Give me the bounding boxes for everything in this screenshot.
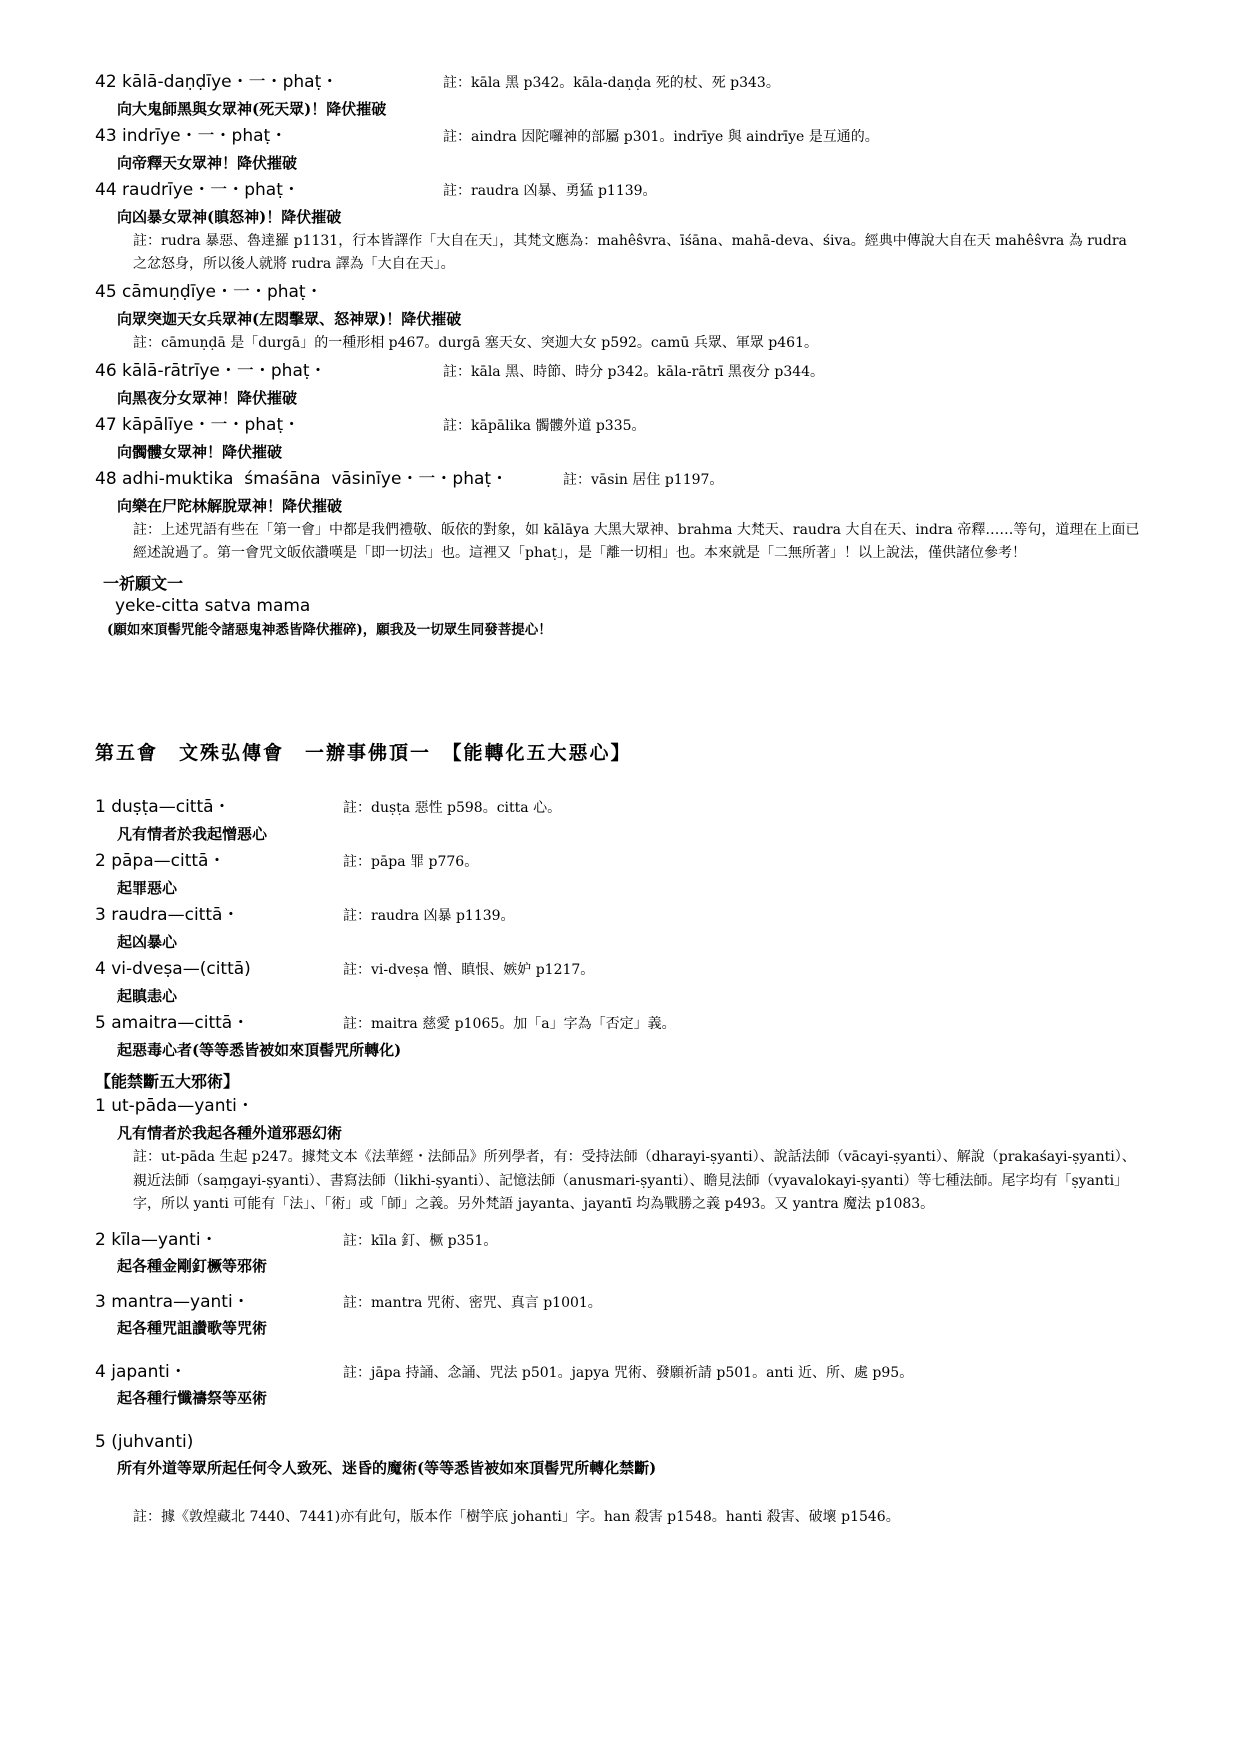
- entry-5-4: [95, 957, 1145, 1007]
- prayer-mantra: yeke-citta satva mama: [115, 596, 311, 617]
- entry-42-main: [95, 70, 1145, 96]
- section-spacer: [95, 638, 1145, 690]
- section-five-heading: 第五會 文殊弘傳會 一辦事佛頂一 【能轉化五大惡心】: [95, 742, 632, 765]
- entry-6-5-main: [95, 1430, 1145, 1456]
- evil-arts-heading: 【能禁斷五大邪術】: [95, 1072, 240, 1092]
- entry-5-5-note: 註：maitra 慈愛 p1065。加「a」字為「否定」義。: [343, 1016, 676, 1033]
- entry-5-3-main: [95, 903, 1145, 929]
- entry-47-chinese: 向髑髏女眾神！降伏摧破: [117, 442, 283, 461]
- entry-48-mantra: 48 adhi-muktika śmaśāna vāsinīye・一・phaṭ・: [95, 469, 509, 490]
- entry-5-4-note: 註：vi-dveṣa 憎、瞋恨、嫉妒 p1217。: [343, 962, 595, 979]
- entry-6-2-note: 註：kīla 釘、橛 p351。: [343, 1232, 498, 1249]
- entry-6-4-chinese: 起各種行懺禱祭等巫術: [117, 1389, 268, 1408]
- entry-6-2-mantra: 2 kīla—yanti・: [95, 1229, 218, 1250]
- entry-5-4-main: [95, 957, 1145, 983]
- entry-42: [95, 70, 1145, 120]
- entry-6-1-mantra: 1 ut-pāda—yanti・: [95, 1096, 254, 1117]
- entry-44-chinese: 向凶暴女眾神(瞋怒神)！降伏摧破: [117, 207, 342, 226]
- entry-6-3-mantra: 3 mantra—yanti・: [95, 1291, 250, 1312]
- entry-5-4-mantra: 4 vi-dveṣa—(cittā): [95, 959, 251, 980]
- entry-47-main: [95, 413, 1145, 439]
- entry-5-5: [95, 1011, 1145, 1061]
- entry-list-first: [95, 70, 1145, 565]
- entry-5-5-main: [95, 1011, 1145, 1037]
- entry-46: [95, 359, 1145, 409]
- entry-6-1-note-block: 註：ut-pāda 生起 p247。據梵文本《法華經・法師品》所列學者，有：受持法師（dharayi-ṣyanti）、說話法師（vācayi-ṣyanti）、解說（prakaśayi-ṣyanti）、親近法師（saṃgayi-ṣyanti）、書寫法師（likhi-ṣyanti）、記憶法師（anusmari-ṣyanti）、瞻見法師（vyavalokayi-ṣyanti）等七種法師。尾字均有「ṣyanti」字，所以 yanti 可能有「法」、「術」或「師」之義。另外梵語 jayanta、jayantī 均為戰勝之義 p493。又 yantra 魔法 p1083。: [133, 1149, 1136, 1212]
- entry-46-main: [95, 359, 1145, 385]
- entry-44-note-block: 註：rudra 暴惡、魯達羅 p1131，行本皆譯作「大自在天」，其梵文應為：mahêŝvra、īśāna、mahā-deva、śiva。經典中傳說大自在天 mahêŝvra 為 rudra 之忿怒身，所以後人就將 rudra 譯為「大自在天」。: [133, 233, 1127, 273]
- entry-5-2: [95, 849, 1145, 899]
- entry-48-note-block: 註：上述咒語有些在「第一會」中都是我們禮敬、皈依的對象，如 kālāya 大黑大眾神、brahma 大梵天、raudra 大自在天、indra 帝釋……等句，道理在上面已經述說過了。第一會咒文皈依讚嘆是「即一切法」也。這裡又「phaṭ」，是「離一切相」也。本來就是「二無所著」！以上說法，僅供諸位參考！: [133, 522, 1140, 562]
- entry-list-third: [95, 1094, 1145, 1479]
- entry-6-5: [95, 1430, 1145, 1480]
- entry-5-5-mantra: 5 amaitra—cittā・: [95, 1013, 250, 1034]
- entry-6-3: [95, 1290, 1145, 1340]
- entry-6-3-main: [95, 1290, 1145, 1316]
- entry-6-4-mantra: 4 japanti・: [95, 1361, 187, 1382]
- page-footnote: 註：據《敦煌藏北 7440、7441)亦有此句，版本作「樹竽底 johanti」字。han 殺害 p1548。hanti 殺害、破壞 p1546。: [133, 1508, 900, 1525]
- entry-6-4-note: 註：jāpa 持誦、念誦、咒法 p501。japya 咒術、發願祈請 p501。anti 近、所、處 p95。: [343, 1364, 914, 1381]
- entry-6-3-note: 註：mantra 咒術、密咒、真言 p1001。: [343, 1294, 602, 1311]
- entry-5-3: [95, 903, 1145, 953]
- entry-5-1-main: [95, 795, 1145, 821]
- entry-48-note: 註：vāsin 居住 p1197。: [563, 472, 724, 489]
- entry-6-2: [95, 1228, 1145, 1278]
- entry-43-chinese: 向帝釋天女眾神！降伏摧破: [117, 153, 298, 172]
- spacer: [95, 1344, 1145, 1360]
- entry-47-mantra: 47 kāpālīye・一・phaṭ・: [95, 415, 301, 436]
- entry-46-note: 註：kāla 黑、時節、時分 p342。kāla-rātrī 黑夜分 p344。: [443, 364, 825, 381]
- entry-5-3-note: 註：raudra 凶暴 p1139。: [343, 908, 515, 925]
- prayer-heading: 一祈願文一: [103, 574, 184, 594]
- entry-43-mantra: 43 indrīye・一・phaṭ・: [95, 126, 288, 146]
- entry-6-3-chinese: 起各種咒詛讚歌等咒術: [117, 1319, 268, 1338]
- entry-5-3-chinese: 起凶暴心: [117, 932, 178, 951]
- entry-5-3-mantra: 3 raudra—cittā・: [95, 905, 240, 926]
- entry-48: [95, 467, 1145, 565]
- entry-6-2-main: [95, 1228, 1145, 1254]
- entry-42-mantra: 42 kālā-daṇḍīye・一・phaṭ・: [95, 72, 339, 92]
- entry-5-1-chinese: 凡有情者於我起憎惡心: [117, 824, 268, 843]
- spacer: [95, 1220, 1145, 1228]
- entry-45-chinese: 向眾突迦天女兵眾神(左悶擊眾、怒神眾)！降伏摧破: [117, 309, 462, 328]
- entry-48-main: [95, 467, 1145, 493]
- entry-5-1: [95, 795, 1145, 845]
- entry-43-note: 註：aindra 因陀囉神的部屬 p301。indrīye 與 aindrīye 是互通的。: [443, 129, 879, 145]
- entry-46-mantra: 46 kālā-rātrīye・一・phaṭ・: [95, 361, 327, 382]
- entry-5-4-chinese: 起瞋恚心: [117, 986, 178, 1005]
- entry-5-2-mantra: 2 pāpa—cittā・: [95, 851, 226, 872]
- entry-44-mantra: 44 raudrīye・一・phaṭ・: [95, 180, 300, 200]
- entry-46-chinese: 向黑夜分女眾神！降伏摧破: [117, 388, 298, 407]
- entry-45-mantra: 45 cāmuṇḍīye・一・phaṭ・: [95, 282, 323, 303]
- entry-6-5-chinese: 所有外道等眾所起任何令人致死、迷昏的魔術(等等悉皆被如來頂髻咒所轉化禁斷): [117, 1459, 657, 1478]
- entry-45: [95, 280, 1145, 355]
- spacer: [95, 1282, 1145, 1290]
- entry-6-1-main: [95, 1094, 1145, 1120]
- spacer: [95, 1414, 1145, 1430]
- entry-6-4-main: [95, 1360, 1145, 1386]
- entry-43: [95, 124, 1145, 174]
- entry-6-5-mantra: 5 (juhvanti): [95, 1431, 194, 1452]
- entry-list-second: [95, 795, 1145, 1061]
- entry-47-note: 註：kāpālika 髑髏外道 p335。: [443, 418, 646, 435]
- entry-45-main: [95, 280, 1145, 306]
- entry-48-chinese: 向樂在尸陀林解脫眾神！降伏摧破: [117, 496, 343, 515]
- entry-43-main: [95, 124, 1145, 150]
- entry-45-note-block: 註：cāmuṇḍā 是「durgā」的一種形相 p467。durgā 塞天女、突迦大女 p592。camū 兵眾、軍眾 p461。: [133, 335, 818, 352]
- entry-5-2-note: 註：pāpa 罪 p776。: [343, 854, 479, 871]
- entry-42-note: 註：kāla 黑 p342。kāla-daṇḍa 死的杖、死 p343。: [443, 75, 780, 91]
- entry-5-1-mantra: 1 duṣṭa—cittā・: [95, 797, 231, 818]
- entry-44-main: [95, 178, 1145, 204]
- entry-5-2-chinese: 起罪惡心: [117, 878, 178, 897]
- entry-5-2-main: [95, 849, 1145, 875]
- entry-6-1: [95, 1094, 1145, 1215]
- prayer-block: [95, 571, 1145, 638]
- prayer-note: (願如來頂髻咒能令諸惡鬼神悉皆降伏摧碎)，願我及一切眾生同發菩提心！: [107, 622, 552, 639]
- entry-6-4: [95, 1360, 1145, 1410]
- entry-5-5-chinese: 起惡毒心者(等等悉皆被如來頂髻咒所轉化): [117, 1040, 402, 1059]
- entry-5-1-note: 註：duṣṭa 惡性 p598。citta 心。: [343, 800, 562, 817]
- entry-47: [95, 413, 1145, 463]
- entry-6-2-chinese: 起各種金剛釘橛等邪術: [117, 1257, 268, 1276]
- entry-44-note: 註：raudra 凶暴、勇猛 p1139。: [443, 183, 657, 199]
- entry-42-chinese: 向大鬼師黑與女眾神(死天眾)！降伏摧破: [117, 99, 387, 118]
- entry-6-1-chinese: 凡有情者於我起各種外道邪惡幻術: [117, 1123, 343, 1142]
- entry-44: [95, 178, 1145, 276]
